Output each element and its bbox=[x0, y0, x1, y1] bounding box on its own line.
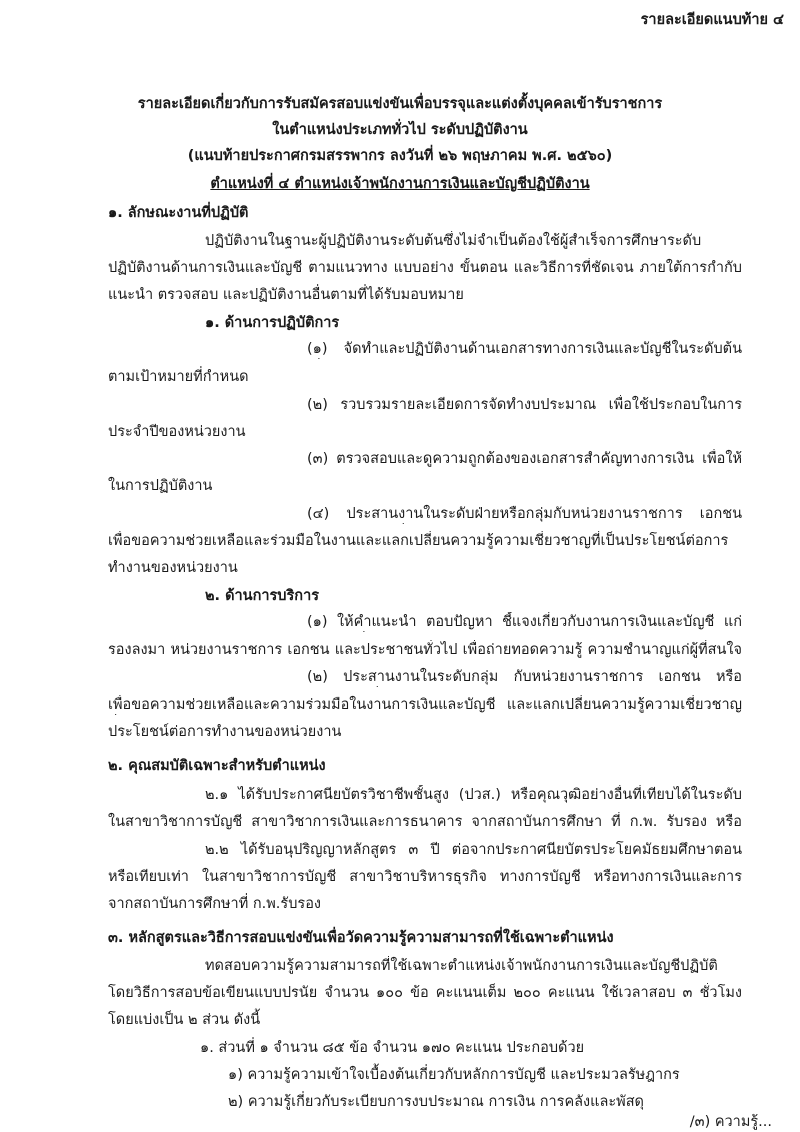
list-item: (๒) ประสานงานในระดับกลุ่ม กับหน่วยงานราชการ เอกชน หรือ bbox=[307, 669, 742, 685]
list-item-cont: ในการปฏิบัติงาน bbox=[108, 478, 213, 494]
title-line-3: (แนบท้ายประกาศกรมสรรพากร ลงวันที่ ๒๖ พฤษภาคม พ.ศ. ๒๕๖๐) bbox=[187, 148, 613, 164]
exam-line: โดยแบ่งเป็น ๒ ส่วน ดังนี้ bbox=[108, 1012, 261, 1028]
title-line-2: ในตำแหน่งประเภททั่วไป ระดับปฏิบัติงาน bbox=[272, 122, 528, 138]
subsection-heading: ๑. ด้านการปฏิบัติการ bbox=[205, 315, 340, 331]
exam-topic: ๑) ความรู้ความเข้าใจเบื้องต้นเกี่ยวกับหลักการบัญชี และประมวลรัษฎากร bbox=[228, 1067, 680, 1083]
paragraph-line: ปฏิบัติงานในฐานะผู้ปฏิบัติงานระดับต้นซึ่งไม่จำเป็นต้องใช้ผู้สำเร็จการศึกษาระดับ bbox=[205, 233, 702, 249]
list-item: (๑) ให้คำแนะนำ ตอบปัญหา ชี้แจงเกี่ยวกับงานการเงินและบัญชี แก่ bbox=[307, 614, 742, 630]
qualification-line: ๒.๒ ได้รับอนุปริญญาหลักสูตร ๓ ปี ต่อจากประกาศนียบัตรประโยคมัธยมศึกษาตอน bbox=[205, 842, 742, 858]
subsection-heading: ๒. ด้านการบริการ bbox=[205, 588, 319, 604]
list-item-cont: เพื่อขอความช่วยเหลือและความร่วมมือในงานการเงินและบัญชี และแลกเปลี่ยนความรู้ความเชี่ยวชาญ bbox=[108, 697, 742, 713]
exam-topic: ๒) ความรู้เกี่ยวกับระเบียบการงบประมาณ การเงิน การคลังและพัสดุ bbox=[228, 1094, 644, 1110]
exam-line: โดยวิธีการสอบข้อเขียนแบบปรนัย จำนวน ๑๐๐ ข้อ คะแนนเต็ม ๒๐๐ คะแนน ใช้เวลาสอบ ๓ ชั่วโมง bbox=[108, 985, 742, 1001]
qualification-line: จากสถาบันการศึกษาที่ ก.พ.รับรอง bbox=[108, 896, 321, 912]
paragraph-line: แนะนำ ตรวจสอบ และปฏิบัติงานอื่นตามที่ได้รับมอบหมาย bbox=[108, 287, 464, 303]
list-item: (๓) ตรวจสอบและดูความถูกต้องของเอกสารสำคัญทางการเงิน เพื่อให้ bbox=[307, 451, 742, 467]
exam-line: ทดสอบความรู้ความสามารถที่ใช้เฉพาะตำแหน่งเจ้าพนักงานการเงินและบัญชีปฏิบัติ bbox=[205, 958, 718, 974]
list-item: (๔) ประสานงานในระดับฝ่ายหรือกลุ่มกับหน่วยงานราชการ เอกชน bbox=[307, 506, 742, 522]
section-3-heading: ๓. หลักสูตรและวิธีการสอบแข่งขันเพื่อวัดความรู้ความสามารถที่ใช้เฉพาะตำแหน่ง bbox=[108, 930, 614, 946]
section-2-heading: ๒. คุณสมบัติเฉพาะสำหรับตำแหน่ง bbox=[108, 758, 326, 774]
qualification-line: ในสาขาวิชาการบัญชี สาขาวิชาการเงินและการธนาคาร จากสถาบันการศึกษา ที่ ก.พ. รับรอง หรือ bbox=[108, 814, 742, 830]
list-item-cont: ทำงานของหน่วยงาน bbox=[108, 560, 238, 576]
list-item: (๑) จัดทำและปฏิบัติงานด้านเอกสารทางการเงินและบัญชีในระดับต้น bbox=[307, 341, 742, 357]
title-line-1: รายละเอียดเกี่ยวกับการรับสมัครสอบแข่งขันเพื่อบรรจุและแต่งตั้งบุคคลเข้ารับราชการ bbox=[137, 96, 663, 112]
paragraph-line: ปฏิบัติงานด้านการเงินและบัญชี ตามแนวทาง แบบอย่าง ขั้นตอน และวิธีการที่ชัดเจน ภายใต้การกำกับ bbox=[108, 260, 742, 276]
position-title: ตำแหน่งที่ ๔ ตำแหน่งเจ้าพนักงานการเงินและบัญชีปฏิบัติงาน bbox=[210, 176, 590, 192]
list-item-cont: รองลงมา หน่วยงานราชการ เอกชน และประชาชนทั่วไป เพื่อถ่ายทอดความรู้ ความชำนาญแก่ผู้ที่สนใจ bbox=[108, 642, 742, 658]
list-item: (๒) รวบรวมรายละเอียดการจัดทำงบประมาณ เพื่อใช้ประกอบในการ bbox=[307, 397, 742, 413]
attachment-label: รายละเอียดแนบท้าย ๔ bbox=[640, 12, 784, 28]
list-item-cont: เพื่อขอความช่วยเหลือและร่วมมือในงานและแลกเปลี่ยนความรู้ความเชี่ยวชาญที่เป็นประโยชน์ต่อการ bbox=[108, 533, 729, 549]
qualification-line: หรือเทียบเท่า ในสาขาวิชาการบัญชี สาขาวิชาบริหารธุรกิจ ทางการบัญชี หรือทางการเงินและการ bbox=[108, 869, 742, 885]
section-1-heading: ๑. ลักษณะงานที่ปฏิบัติ bbox=[108, 205, 249, 221]
exam-part: ๑. ส่วนที่ ๑ จำนวน ๘๕ ข้อ จำนวน ๑๗๐ คะแนน ประกอบด้วย bbox=[200, 1040, 585, 1056]
continuation-marker: /๓) ความรู้... bbox=[689, 1114, 772, 1130]
qualification-line: ๒.๑ ได้รับประกาศนียบัตรวิชาชีพชั้นสูง (ปวส.) หรือคุณวุฒิอย่างอื่นที่เทียบได้ในระดับ bbox=[205, 787, 742, 803]
list-item-cont: ตามเป้าหมายที่กำหนด bbox=[108, 369, 249, 385]
list-item-cont: ประจำปีของหน่วยงาน bbox=[108, 424, 246, 440]
list-item-cont: ประโยชน์ต่อการทำงานของหน่วยงาน bbox=[108, 724, 342, 740]
